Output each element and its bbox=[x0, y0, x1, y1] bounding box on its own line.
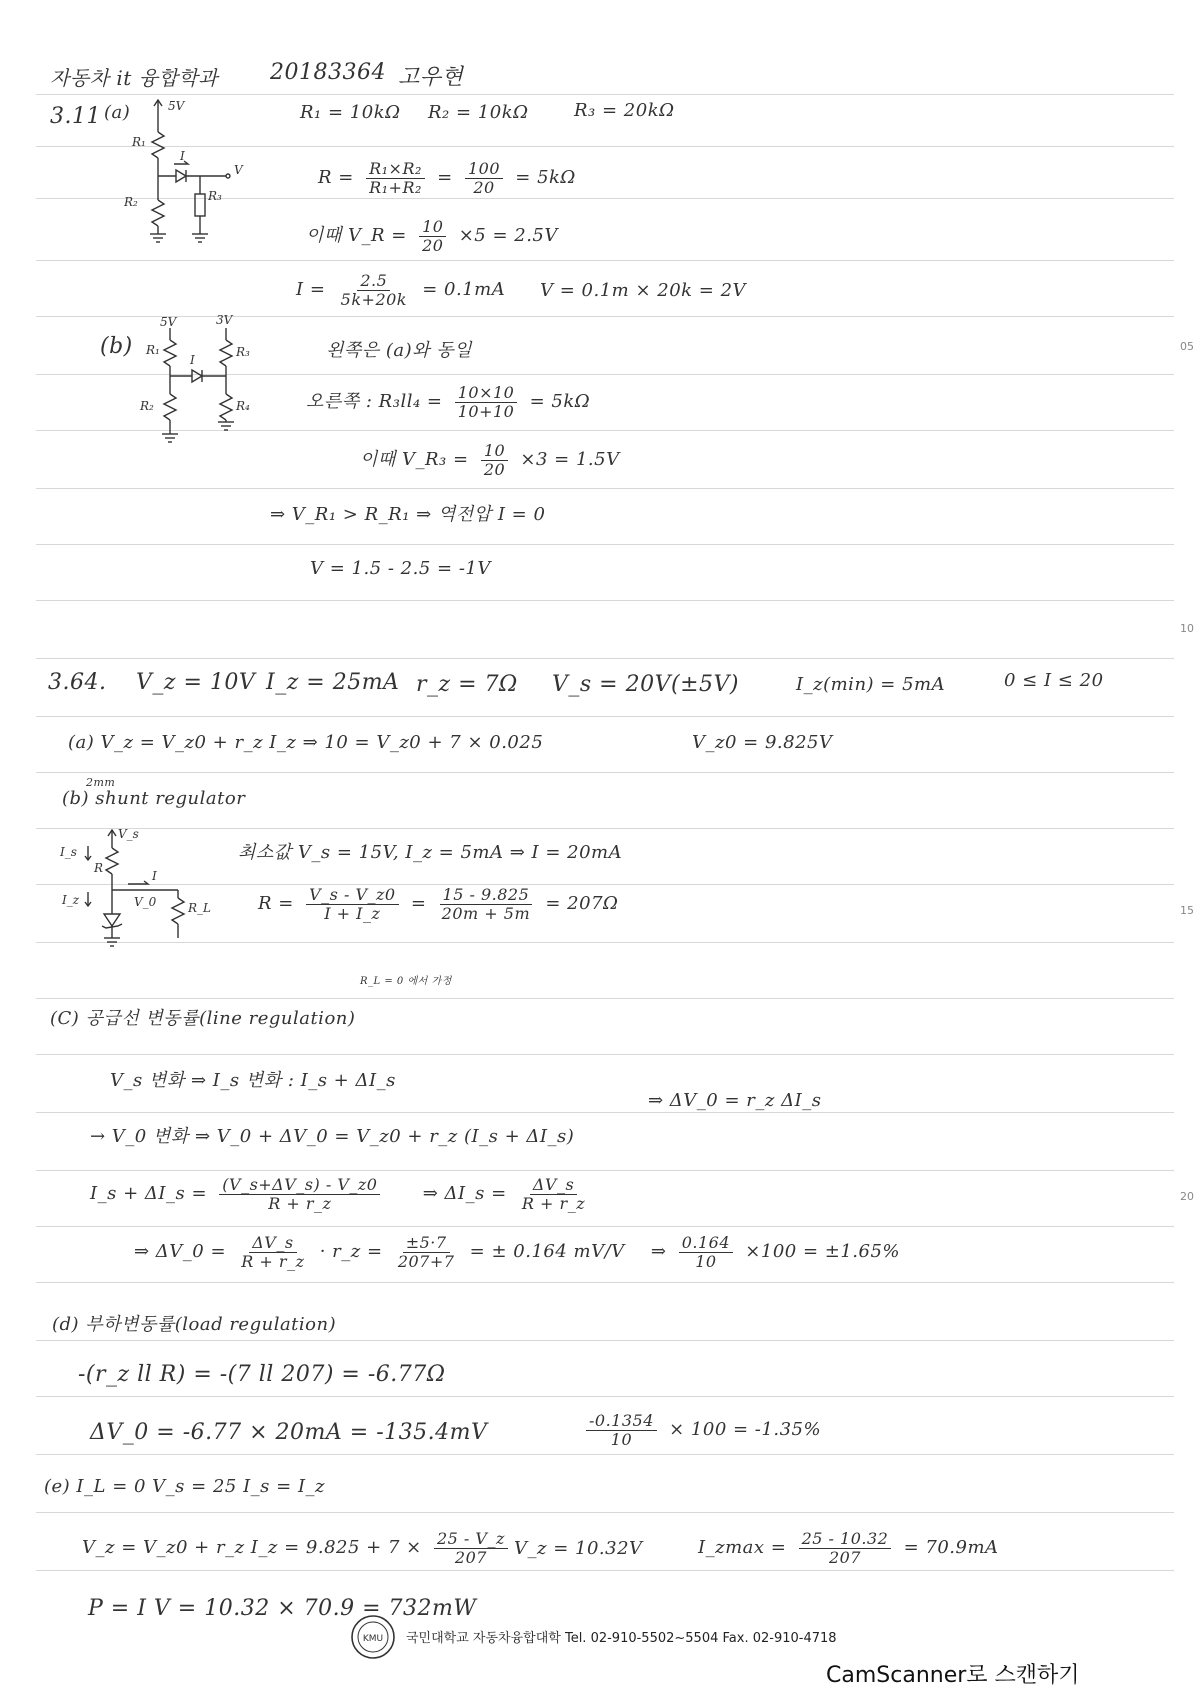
e-l1-num: 25 - V_z bbox=[434, 1530, 508, 1549]
part-a-label: (a) bbox=[104, 102, 131, 123]
ruled-line bbox=[36, 1340, 1174, 1341]
circuit-label: V_0 bbox=[134, 895, 157, 909]
c-line-2: → V_0 변화 ⇒ V_0 + ΔV_0 = V_z0 + r_z (I_s + ΔI_s) bbox=[90, 1126, 575, 1147]
d-pct-num: -0.1354 bbox=[586, 1412, 657, 1431]
ruled-line bbox=[36, 600, 1174, 601]
c-line-2-right: ⇒ ΔV_0 = r_z ΔI_s bbox=[648, 1090, 822, 1111]
c-l3-den: R + r_z bbox=[268, 1193, 332, 1213]
circuit-label: R₂ bbox=[140, 399, 154, 413]
e-line-1 bbox=[82, 1530, 514, 1566]
given-i-range: 0 ≤ I ≤ 20 bbox=[1004, 670, 1104, 691]
i-line bbox=[296, 272, 505, 308]
vr-lhs: 이때 V_R = bbox=[306, 225, 407, 247]
c-l4-num: ΔV_s bbox=[249, 1234, 296, 1253]
circuit-label: R₄ bbox=[236, 399, 250, 413]
e-imax-den: 207 bbox=[828, 1547, 861, 1567]
e-imax-num: 25 - 10.32 bbox=[799, 1530, 892, 1549]
e-imax-rhs: = 70.9mA bbox=[903, 1537, 999, 1559]
circuit-label: I bbox=[190, 353, 195, 367]
circuit-label: R₃ bbox=[236, 345, 250, 359]
c-l4-pct-rhs: ×100 = ±1.65% bbox=[745, 1241, 901, 1263]
b-v-line: V = 1.5 - 2.5 = -1V bbox=[310, 558, 491, 579]
c-l4-pct-den: 10 bbox=[695, 1251, 717, 1271]
d-pct bbox=[580, 1412, 821, 1448]
circuit-label: R₁ bbox=[132, 135, 146, 149]
c-l3-num2: ΔV_s bbox=[530, 1176, 577, 1195]
circuit-label: I bbox=[152, 869, 157, 883]
ruled-line bbox=[36, 1512, 1174, 1513]
university-footer: 국민대학교 자동차융합대학 Tel. 02-910-5502~5504 Fax. 02-910-4718 bbox=[406, 1631, 837, 1646]
fraction bbox=[481, 442, 508, 478]
vr3-rhs: ×3 = 1.5V bbox=[520, 449, 620, 471]
b-r-mid-num: 15 - 9.825 bbox=[440, 886, 533, 905]
b-left-side: 왼쪽은 (a)와 동일 bbox=[326, 340, 473, 361]
given-izmin: I_z(min) = 5mA bbox=[796, 674, 946, 695]
vr-line bbox=[306, 218, 558, 254]
b-right-num: 10×10 bbox=[455, 384, 518, 403]
i-num: 2.5 bbox=[357, 272, 390, 291]
ruled-line bbox=[36, 998, 1174, 999]
given-rz: r_z = 7Ω bbox=[416, 672, 518, 697]
circuit-shunt-regulator bbox=[58, 826, 218, 956]
b-r-den: I + I_z bbox=[324, 903, 381, 923]
v-line-a: V = 0.1m × 20k = 2V bbox=[540, 280, 747, 301]
e-power: P = I V = 10.32 × 70.9 = 732mW bbox=[88, 1596, 477, 1621]
fraction bbox=[799, 1530, 892, 1566]
ruled-line bbox=[36, 658, 1174, 659]
vr3-line bbox=[360, 442, 620, 478]
part-b-label: (b) bbox=[100, 334, 133, 359]
circuit-label: I bbox=[180, 149, 185, 163]
r3-value: R₃ = 20kΩ bbox=[574, 100, 675, 121]
problem-3-11-label: 3.11 bbox=[50, 104, 101, 129]
r-eq-lhs: R = bbox=[318, 167, 354, 189]
fraction bbox=[395, 1234, 458, 1270]
margin-mark: 05 bbox=[1180, 340, 1194, 353]
fraction bbox=[439, 886, 533, 922]
header-dept: 자동차 it 융합학과 bbox=[50, 66, 218, 90]
c-title: (C) 공급선 변동률(line regulation) bbox=[50, 1008, 356, 1029]
d-pct-den: 10 bbox=[610, 1429, 633, 1449]
c-l4-den2: 207+7 bbox=[397, 1251, 455, 1271]
fraction bbox=[586, 1412, 657, 1448]
eq-sign: = bbox=[437, 167, 453, 189]
e-title: (e) I_L = 0 V_s = 25 I_s = I_z bbox=[44, 1476, 326, 1497]
d-title: (d) 부하변동률(load regulation) bbox=[52, 1314, 337, 1335]
fraction bbox=[338, 272, 410, 308]
ruled-line bbox=[36, 1226, 1174, 1227]
b-title: (b) shunt regulator bbox=[62, 788, 246, 809]
ruled-line bbox=[36, 1282, 1174, 1283]
c-l4-pct-num: 0.164 bbox=[679, 1234, 733, 1253]
circuit-label: R₂ bbox=[124, 195, 138, 209]
margin-mark: 20 bbox=[1180, 1190, 1194, 1203]
ruled-line bbox=[36, 1112, 1174, 1113]
a-line: (a) V_z = V_z0 + r_z I_z ⇒ 10 = V_z0 + 7 × 0.025 bbox=[68, 732, 544, 753]
ruled-line bbox=[36, 1570, 1174, 1571]
c-line-1: V_s 변화 ⇒ I_s 변화 : I_s + ΔI_s bbox=[110, 1070, 396, 1091]
ruled-line bbox=[36, 94, 1174, 95]
ruled-line bbox=[36, 716, 1174, 717]
problem-3-64-label: 3.64. bbox=[48, 670, 107, 695]
e-imax-lhs: I_zmax = bbox=[698, 1537, 787, 1559]
c-l3-mid: ⇒ ΔI_s = bbox=[422, 1183, 507, 1205]
r2-value: R₂ = 10kΩ bbox=[428, 102, 529, 123]
c-l4-den: R + r_z bbox=[241, 1251, 305, 1271]
ruled-line bbox=[36, 772, 1174, 773]
ruled-line bbox=[36, 1454, 1174, 1455]
b-worst-case: 최소값 V_s = 15V, I_z = 5mA ⇒ I = 20mA bbox=[238, 842, 623, 863]
circuit-label: R_L bbox=[188, 901, 212, 915]
fraction bbox=[519, 1176, 588, 1212]
e-vz-result: V_z = 10.32V bbox=[514, 1538, 643, 1559]
vr-den: 20 bbox=[422, 235, 444, 255]
ruled-line bbox=[36, 488, 1174, 489]
fraction bbox=[238, 1234, 307, 1270]
circuit-label: 3V bbox=[216, 313, 233, 327]
b-right-rhs: = 5kΩ bbox=[529, 391, 591, 413]
r-eq-den: R₁+R₂ bbox=[369, 177, 422, 197]
eq-sign: = bbox=[410, 893, 427, 915]
c-l3-den2: R + r_z bbox=[521, 1193, 586, 1213]
d-line-1: -(r_z ll R) = -(7 ll 207) = -6.77Ω bbox=[78, 1362, 446, 1387]
c-l3-lhs: I_s + ΔI_s = bbox=[90, 1183, 208, 1205]
d-pct-rhs: × 100 = -1.35% bbox=[669, 1419, 822, 1441]
circuit-label: I_s bbox=[60, 845, 77, 859]
b-r-mid-den: 20m + 5m bbox=[441, 903, 531, 923]
circuit-label: I_z bbox=[62, 893, 80, 907]
circuit-label: V_s bbox=[118, 827, 139, 841]
circuit-label: R₃ bbox=[208, 189, 222, 203]
i-rhs: = 0.1mA bbox=[422, 279, 506, 301]
vr3-lhs: 이때 V_R₃ = bbox=[360, 449, 469, 471]
b-superscript: 2mm bbox=[86, 776, 116, 789]
vr3-den: 20 bbox=[483, 459, 506, 479]
r-eq-num: R₁×R₂ bbox=[366, 160, 425, 179]
circuit-label: R₁ bbox=[146, 343, 160, 357]
i-den: 5k+20k bbox=[340, 289, 407, 309]
r-eq-line bbox=[318, 160, 576, 196]
header-student-id: 20183364 bbox=[270, 60, 386, 85]
b-right-line bbox=[306, 384, 590, 420]
fraction bbox=[219, 1176, 380, 1212]
ruled-line bbox=[36, 544, 1174, 545]
vr-num: 10 bbox=[419, 218, 446, 237]
university-seal bbox=[350, 1614, 396, 1660]
ruled-line bbox=[36, 1170, 1174, 1171]
fraction bbox=[434, 1530, 508, 1566]
circuit-label: V bbox=[234, 163, 243, 177]
a-result: V_z0 = 9.825V bbox=[692, 732, 833, 753]
camscanner-watermark: CamScanner로 스캔하기 bbox=[826, 1663, 1080, 1688]
circuit-label: R bbox=[94, 861, 104, 875]
r-eq-rhs: = 5kΩ bbox=[515, 167, 576, 189]
ruled-line bbox=[36, 1054, 1174, 1055]
margin-mark: 10 bbox=[1180, 622, 1194, 635]
ruled-line bbox=[36, 1396, 1174, 1397]
r-eq-mid-den: 20 bbox=[473, 177, 495, 197]
c-l4-num2: ±5·7 bbox=[403, 1234, 450, 1253]
given-vz: V_z = 10V bbox=[136, 670, 256, 695]
header-name: 고우현 bbox=[398, 65, 464, 90]
margin-mark: 15 bbox=[1180, 904, 1194, 917]
d-line-2: ΔV_0 = -6.77 × 20mA = -135.4mV bbox=[90, 1420, 488, 1445]
vr-rhs: ×5 = 2.5V bbox=[458, 225, 558, 247]
fraction bbox=[306, 886, 399, 922]
c-note: R_L = 0 에서 가정 bbox=[360, 976, 452, 987]
seal-lettering: KMU bbox=[362, 1634, 384, 1644]
c-l4-rhs: = ± 0.164 mV/V bbox=[469, 1241, 625, 1263]
e-l1-text: V_z = V_z0 + r_z I_z = 9.825 + 7 × bbox=[82, 1537, 422, 1559]
c-l3-num: (V_s+ΔV_s) - V_z0 bbox=[219, 1176, 380, 1195]
b-r-rhs: = 207Ω bbox=[545, 893, 619, 915]
c-line-3 bbox=[90, 1176, 594, 1212]
vr3-num: 10 bbox=[481, 442, 508, 461]
e-imax bbox=[698, 1530, 999, 1566]
c-line-4 bbox=[134, 1234, 900, 1270]
circuit-label: 5V bbox=[168, 99, 185, 113]
fraction bbox=[455, 384, 518, 420]
circuit-3-11-b bbox=[140, 314, 280, 474]
r-eq-mid-num: 100 bbox=[465, 160, 503, 179]
given-iz: I_z = 25mA bbox=[266, 670, 400, 695]
i-lhs: I = bbox=[296, 279, 326, 301]
b-right-den: 10+10 bbox=[457, 401, 515, 421]
given-vs: V_s = 20V(±5V) bbox=[552, 672, 739, 697]
r1-value: R₁ = 10kΩ bbox=[300, 102, 401, 123]
fraction bbox=[366, 160, 425, 196]
fraction bbox=[465, 160, 503, 196]
b-right-lhs: 오른쪽 : R₃ll₄ = bbox=[306, 391, 443, 413]
b-conclusion: ⇒ V_R₁ > R_R₁ ⇒ 역전압 I = 0 bbox=[270, 504, 546, 525]
b-r-num: V_s - V_z0 bbox=[306, 886, 399, 905]
fraction bbox=[679, 1234, 733, 1270]
b-r-line bbox=[258, 886, 618, 922]
c-l4-pct-lhs: ⇒ bbox=[650, 1241, 667, 1263]
circuit-label: 5V bbox=[160, 315, 177, 329]
c-l4-mid: · r_z = bbox=[319, 1241, 383, 1263]
b-r-lhs: R = bbox=[258, 893, 294, 915]
circuit-3-11-a bbox=[118, 96, 248, 266]
fraction bbox=[419, 218, 446, 254]
c-l4-lhs: ⇒ ΔV_0 = bbox=[134, 1241, 227, 1263]
e-l1-den: 207 bbox=[454, 1547, 487, 1567]
